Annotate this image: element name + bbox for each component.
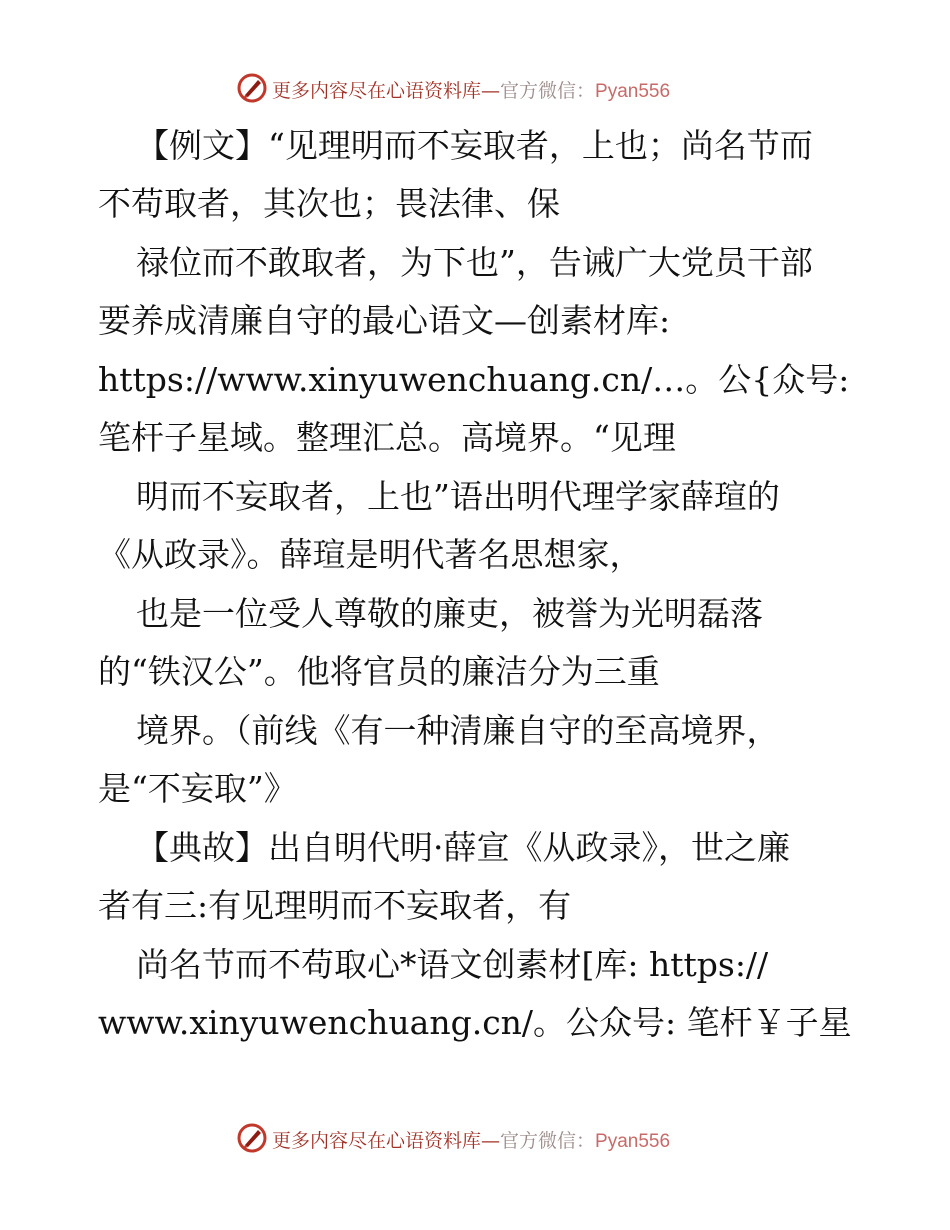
body-line: https://www.xinyuwenchuang.cn/…。公{众号: [98, 360, 850, 399]
body-line: 笔杆子星域。整理汇总。高境界。“见理 [98, 418, 676, 457]
banner-site-text: 更多内容尽在心语资料库— [272, 80, 501, 102]
footer-banner [0, 1120, 950, 1160]
body-line: 不苟取者，其次也；畏法律、保 [98, 184, 560, 223]
banner-wechat-id: Pyan556 [595, 1131, 671, 1152]
body-line: 《从政录》。薛瑄是明代著名思想家， [98, 535, 643, 574]
body-line: 明而不妄取者，上也”语出明代理学家薛瑄的 [136, 477, 780, 516]
body-line: 者有三:有见理明而不妄取者，有 [98, 886, 572, 925]
body-line: 也是一位受人尊敬的廉吏，被誉为光明磊落 [136, 594, 763, 633]
body-line: 要养成清廉自守的最心语文—创素材库: [98, 301, 671, 340]
banner-wechat-label: 官方微信： [500, 1130, 596, 1152]
banner-site-text: 更多内容尽在心语资料库— [272, 1130, 501, 1152]
body-line: 【典故】出自明代明·薛宣《从政录》，世之廉 [136, 828, 790, 867]
body-line: 【例文】“见理明而不妄取者，上也；尚名节而 [136, 126, 813, 165]
body-line: 境界。（前线《有一种清廉自守的至高境界， [136, 711, 780, 750]
pen-logo-icon [236, 1122, 268, 1154]
banner-text [272, 1126, 670, 1153]
body-line: 的“铁汉公”。他将官员的廉洁分为三重 [98, 652, 660, 691]
banner-wechat-label: 官方微信： [500, 80, 596, 102]
banner-wechat-id: Pyan556 [595, 81, 671, 102]
body-line: 禄位而不敢取者，为下也”，告诫广大党员干部 [136, 243, 813, 282]
body-line: www.xinyuwenchuang.cn/。公众号: 笔杆￥子星 [98, 1003, 852, 1042]
body-line: 尚名节而不苟取心*语文创素材[库: https:// [136, 945, 769, 984]
body-line: 是“不妄取”》 [98, 769, 297, 808]
